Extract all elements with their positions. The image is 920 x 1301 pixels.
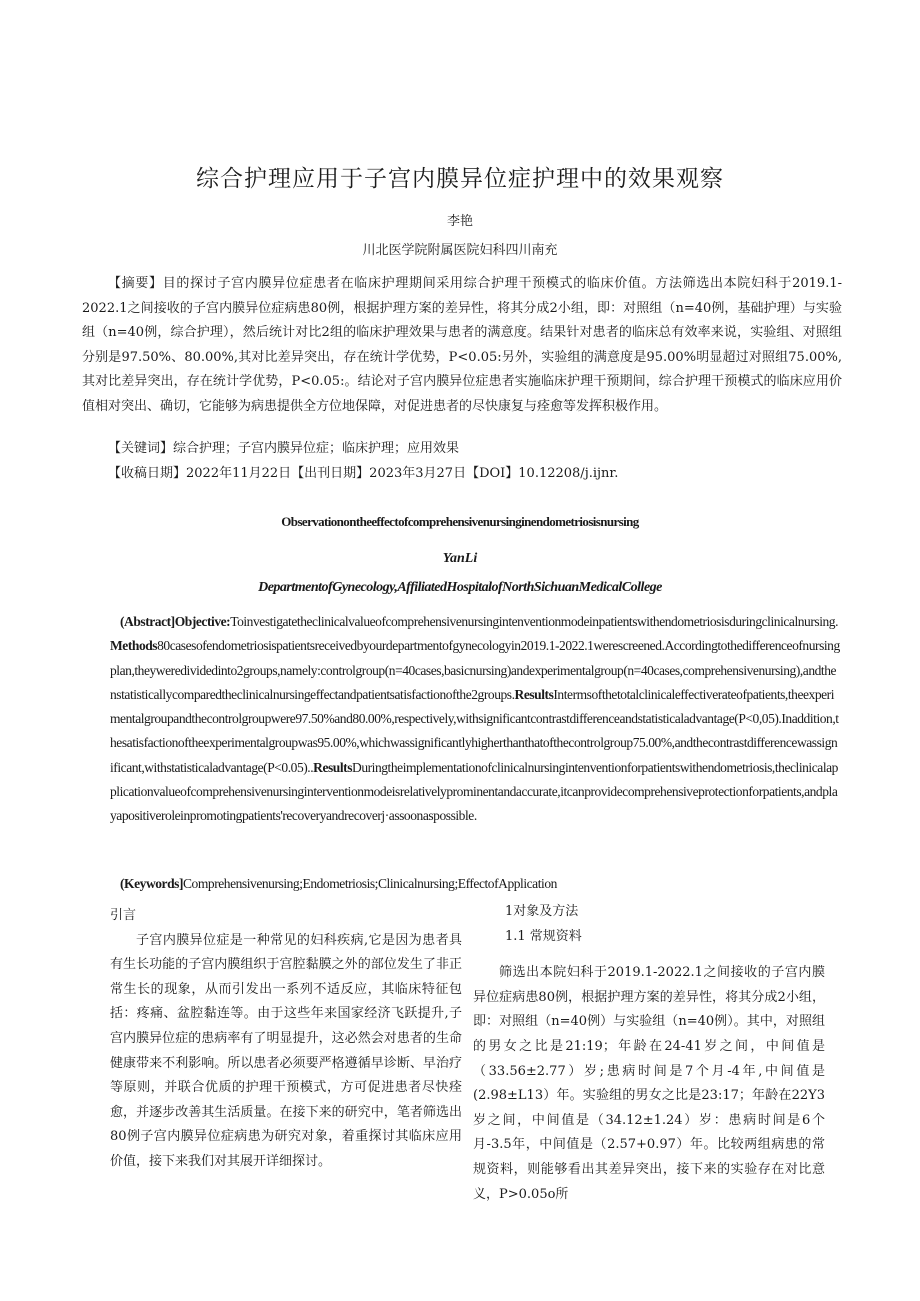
english-abstract (110, 610, 840, 829)
right-column (473, 900, 825, 1207)
left-column (110, 904, 462, 1175)
methods-text: 80casesofendometriosispatientsreceivedbyourdepartmentofgynecologyin2019.1-2022.1werescreened.Accordingtothedifferenceofnursingplan,theyweredividedinto2groups,namely:controlgroup(n=40cases,basicnursing)andexperimentalgroup(n=40cases,comprehensivenursing),andthenstatisticallycomparedtheclinicalnursingeffectandpatientsatisfactionofthe2groups. (110, 638, 840, 702)
english-keywords (120, 876, 840, 892)
section-body: 筛选出本院妇科于2019.1-2022.1之间接收的子宫内膜异位症病患80例，根据护理方案的差异性，将其分成2小组，即：对照组（n=40例）与实验组（n=40例）。其中，对照组的男女之比是21:19；年龄在24-41岁之间，中间值是（33.56±2.77）岁;患病时间是7个月-4年,中间值是(2.98±L13）年。实验组的男女之比是23:17；年龄在22Y3岁之间，中间值是（34.12±1.24）岁：患病时间是6个月-3.5年，中间值是（2.57+0.97）年。比较两组病患的常规资料，则能够看出其差异突出，接下来的实验存在对比意义，P>0.05o所 (473, 965, 825, 1202)
abstract-cn: 【摘要】目的探讨子宫内膜异位症患者在临床护理期间采用综合护理干预模式的临床价值。方法筛选出本院妇科于2019.1-2022.1之间接收的子宫内膜异位症病患80例，根据护理方案的差异性，将其分成2小组，即：对照组（n=40例，基础护理）与实验组（n=40例，综合护理），然后统计对比2组的临床护理效果与患者的满意度。结果针对患者的临床总有效率来说，实验组、对照组分别是97.50%、80.00%,其对比差异突出，存在统计学优势，P<0.05:另外，实验组的满意度是95.00%明显超过对照组75.00%,其对比差异突出，存在统计学优势，P<0.05:。结论对子宫内膜异位症患者实施临床护理干预期间，综合护理干预模式的临床应用价值相对突出、确切，它能够为病患提供全方位地保障，对促进患者的尽快康复与痊愈等发挥积极作用。 (82, 276, 842, 414)
results-text-2: Duringtheimplementationofclinicalnursingintenventionforpatientswithendometriosis,theclinicalapplicationvalueofcomprehensivenursinginterventionmodeisrelativelyprominentandaccurate,itcanprovidecomprehensiveprotectionforpatients,andplayapositiveroleinpromotingpatients'recoveryandrecoverj·assoonaspossible. (110, 759, 838, 824)
methods-label: Methods (110, 638, 158, 654)
keywords-cn: 【关键词】综合护理；子宫内膜异位症；临床护理；应用效果 (108, 441, 460, 456)
dates-doi: 【收稿日期】2022年11月22日【出刊日期】2023年3月27日【DOI】10.12208/j.ijnr. (108, 466, 619, 481)
results-text: Intermsofthetotalclinicaleffectiverateofpatients,theexperimentalgroupandthecontrolgroupwere97.50%and80.00%,respectively,withsignificantcontrastdifferenceandstatisticaladvantage(P<0,05).Inaddition,thesatisfactionoftheexperimentalgroupwas95.00%,whichwassignificantlyhigherthanthatofthecontrolgroup75.00%,andthecontrastdifferencewassignificant,withstatisticaladvantage(P<0.05).. (110, 686, 839, 775)
keywords-label: (Keywords] (120, 876, 183, 891)
english-author: YanLi (442, 551, 478, 566)
abstract-label: (Abstract] (120, 614, 175, 629)
results-label-2: Results (313, 759, 353, 775)
keywords-text: Comprehensivenursing;Endometriosis;Clinicalnursing;EffectofApplication (183, 876, 557, 891)
author-name: 李艳 (446, 214, 473, 229)
intro-heading: 引言 (110, 908, 137, 923)
paper-title: 综合护理应用于子宫内膜异位症护理中的效果观察 (196, 166, 724, 192)
english-title: Observationontheeffectofcomprehensivenursinginendometriosisnursing (281, 514, 639, 529)
objective-label: Objective: (174, 614, 231, 629)
section-heading: 1对象及方法 (505, 904, 579, 919)
objective-text: Toinvestigatetheclinicalvalueofcomprehensivenursingintenventionmodeinpatientswithendometriosisduringclinicalnursing. (230, 614, 839, 629)
intro-body: 子宫内膜异位症是一种常见的妇科疾病,它是因为患者具有生长功能的子宫内膜组织于宫腔黏膜之外的部位发生了非正常生长的现象，从而引发出一系列不适反应，其临床特征包括：疼痛、盆腔黏连等。由于这些年来国家经济飞跃提升,子宫内膜异位症的患病率有了明显提升，这必然会对患者的生命健康带来不利影响。所以患者必须要严格遵循早诊断、早治疗等原则，并联合优质的护理干预模式，方可促进患者尽快痊愈，并逐步改善其生活质量。在接下来的研究中，笔者筛选出80例子宫内膜异位症病患为研究对象，着重探讨其临床应用价值，接下来我们对其展开详细探讨。 (110, 932, 462, 1169)
author-affiliation: 川北医学院附属医院妇科四川南充 (362, 243, 558, 258)
english-affiliation: DepartmentofGynecology,AffiliatedHospitalofNorthSichuanMedicalCollege (258, 580, 662, 595)
results-label: Results (514, 686, 554, 702)
subsection-heading: 1.1 常规资料 (505, 928, 582, 944)
